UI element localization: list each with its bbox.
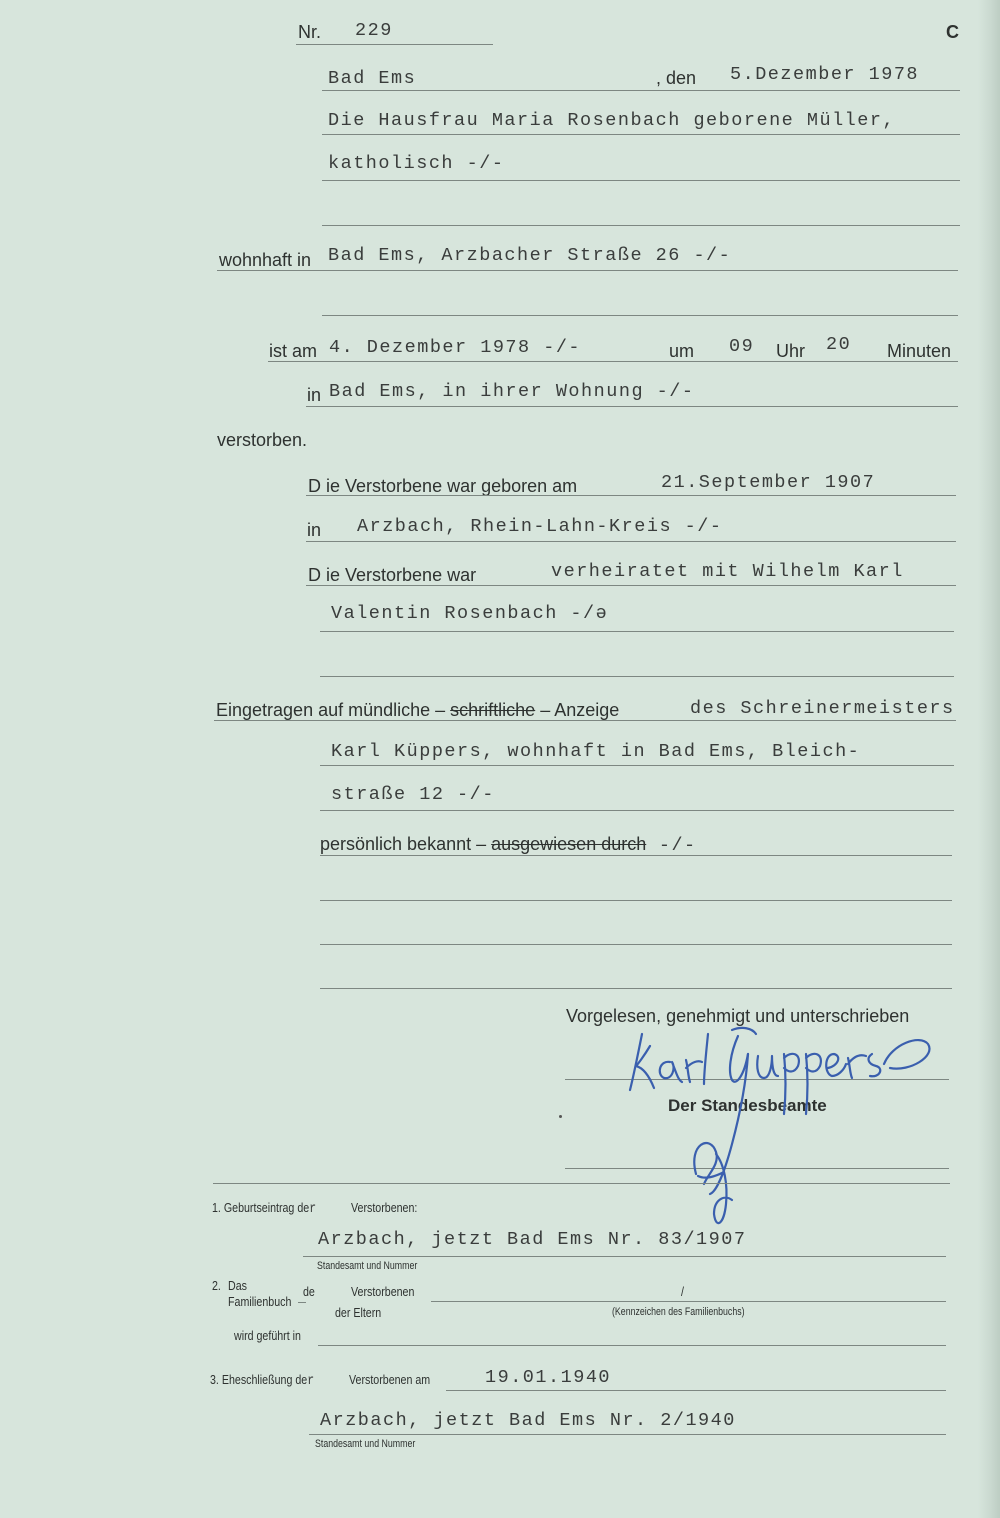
paper-edge <box>978 0 1000 1518</box>
item3-underline <box>446 1390 946 1391</box>
death-place-underline <box>306 406 958 407</box>
uhr-label: Uhr <box>776 341 806 361</box>
deceased-line2: katholisch -/- <box>328 153 505 174</box>
death-hour: 09 <box>729 336 755 357</box>
blank-line2 <box>320 944 952 945</box>
item1-label-text: 1. Geburtseintrag de <box>212 1200 310 1215</box>
um-label: um <box>669 341 695 361</box>
deceased-underline1 <box>322 134 960 135</box>
registration-label-post: – Anzeige <box>535 700 620 720</box>
item3-underline2 <box>309 1434 946 1435</box>
item3-label <box>210 1372 316 1389</box>
den-label: , den <box>656 68 697 88</box>
registration-line1: des Schreinermeisters <box>690 698 955 719</box>
deceased-underline3 <box>322 225 960 226</box>
item1-label2: Verstorbenen: <box>351 1200 418 1215</box>
marriage-underline2 <box>320 631 954 632</box>
registration-line2: Karl Küppers, wohnhaft in Bad Ems, Bleich- <box>331 741 861 762</box>
deceased-line1: Die Hausfrau Maria Rosenbach geborene Müller, <box>328 110 896 131</box>
marriage-underline3 <box>320 676 954 677</box>
place-date-underline <box>322 90 960 91</box>
verstorben-label: verstorben. <box>217 430 308 450</box>
marriage-label: D ie Verstorbene war <box>308 565 477 585</box>
known-label-struck: ausgewiesen durch <box>491 834 647 854</box>
birth-in-label: in <box>307 520 322 540</box>
item3-date: 19.01.1940 <box>485 1367 612 1388</box>
item3-value: Arzbach, jetzt Bad Ems Nr. 2/1940 <box>320 1410 736 1431</box>
item2-dash <box>298 1302 306 1303</box>
item1-suffix: r <box>309 1201 318 1217</box>
standesamt-label: Standesamt und Nummer <box>317 1260 418 1272</box>
death-minutes: 20 <box>826 334 852 355</box>
item2-gefuehrt: wird geführt in <box>234 1328 301 1343</box>
item1-underline <box>303 1256 946 1257</box>
blank-line3 <box>320 988 952 989</box>
known-label <box>320 834 697 856</box>
standesamt-label2: Standesamt und Nummer <box>315 1438 416 1450</box>
item2-das: Das <box>228 1278 247 1293</box>
registration-label <box>216 700 619 721</box>
registration-line3: straße 12 -/- <box>331 784 495 805</box>
registration-label-pre: Eingetragen auf mündliche – <box>216 700 451 720</box>
item3-label2: Verstorbenen am <box>349 1372 431 1387</box>
footer-separator <box>213 1183 950 1184</box>
record-date: 5.Dezember 1978 <box>730 64 920 85</box>
marriage-line1: verheiratet mit Wilhelm Karl <box>551 561 904 582</box>
registration-underline3 <box>320 810 954 811</box>
item2-slash: / <box>681 1284 684 1299</box>
item2-familienbuch: Familienbuch <box>228 1294 292 1309</box>
birth-underline <box>306 495 956 496</box>
deceased-underline2 <box>322 180 960 181</box>
registration-underline1 <box>214 720 956 721</box>
death-date-underline <box>268 361 958 362</box>
item1-label <box>212 1200 318 1217</box>
birth-date: 21.September 1907 <box>661 472 876 493</box>
vorgelesen-label: Vorgelesen, genehmigt und unterschrieben <box>566 1006 910 1026</box>
registration-underline2 <box>320 765 954 766</box>
residence-underline2 <box>322 315 958 316</box>
nr-value: 229 <box>355 20 393 41</box>
item2-verstorbenen: Verstorbenen <box>351 1284 415 1299</box>
nr-label: Nr. <box>298 22 322 42</box>
birth-place: Arzbach, Rhein-Lahn-Kreis -/- <box>357 516 723 537</box>
marriage-line2: Valentin Rosenbach -/ə <box>331 603 609 624</box>
item2-eltern: der Eltern <box>335 1305 382 1320</box>
item1-value: Arzbach, jetzt Bad Ems Nr. 83/1907 <box>318 1229 747 1250</box>
corner-letter: C <box>946 22 959 42</box>
item3-suffix: r <box>307 1373 316 1389</box>
signature-karl-kueppers <box>620 1024 940 1234</box>
marriage-underline1 <box>306 585 956 586</box>
nr-underline <box>296 44 493 45</box>
death-place: Bad Ems, in ihrer Wohnung -/- <box>329 381 695 402</box>
residence-underline <box>217 270 958 271</box>
item2-kennzeichen: (Kennzeichen des Familienbuchs) <box>612 1306 745 1318</box>
known-label-text: persönlich bekannt – <box>320 834 492 854</box>
item2-de: de <box>303 1284 315 1299</box>
blank-line1 <box>320 900 952 901</box>
known-underline <box>320 855 952 856</box>
residence-label: wohnhaft in <box>219 250 312 270</box>
death-in-label: in <box>307 385 322 405</box>
item2-underline <box>431 1301 946 1302</box>
item2-num: 2. <box>212 1278 221 1293</box>
residence-value: Bad Ems, Arzbacher Straße 26 -/- <box>328 245 732 266</box>
known-suffix: -/- <box>646 835 697 856</box>
minuten-label: Minuten <box>887 341 952 361</box>
death-date: 4. Dezember 1978 -/- <box>329 337 582 358</box>
place-value: Bad Ems <box>328 68 417 89</box>
birth-place-underline <box>306 541 956 542</box>
ist-am-label: ist am <box>269 341 318 361</box>
item3-label-text: 3. Eheschließung de <box>210 1372 308 1387</box>
item2-underline2 <box>318 1345 946 1346</box>
birth-label: D ie Verstorbene war geboren am <box>308 476 578 496</box>
dot-mark <box>559 1115 562 1118</box>
registration-label-struck: schriftliche <box>450 700 536 720</box>
official-label: Der Standesbeamte <box>668 1096 827 1115</box>
